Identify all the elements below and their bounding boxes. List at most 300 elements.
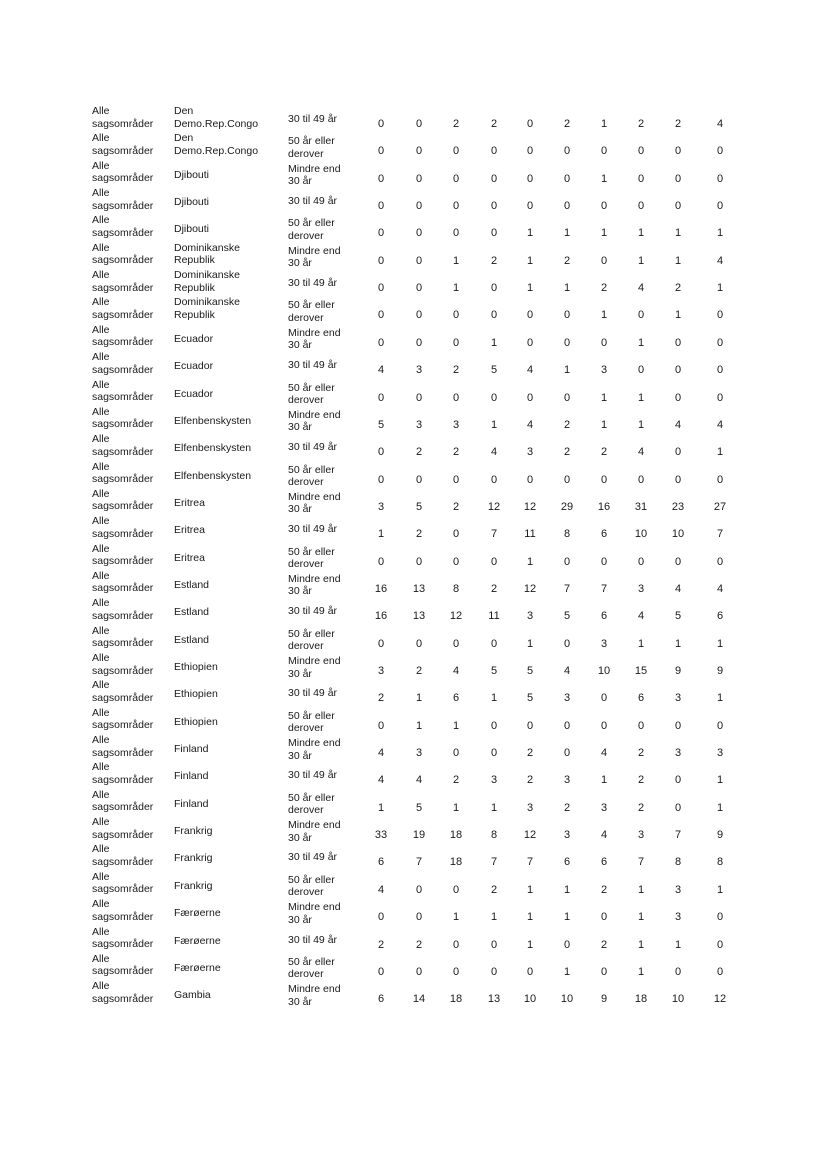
value-cell: 0: [526, 473, 534, 486]
value-cell: 2: [526, 774, 534, 787]
value-cell: 5: [526, 692, 534, 705]
value-cell: 4: [716, 418, 724, 431]
value-cell: 0: [563, 473, 571, 486]
value-cell: 0: [377, 391, 385, 404]
value-cell: 0: [637, 172, 645, 185]
country-cell: Eritrea: [174, 551, 205, 564]
value-cell: 6: [716, 610, 724, 623]
value-cell: 0: [452, 391, 460, 404]
age-group-cell: 30 til 49 år: [288, 523, 338, 536]
country-cell: Frankrig: [174, 879, 213, 892]
value-cell: 2: [563, 254, 571, 267]
age-group-cell: Mindre end 30 år: [288, 490, 341, 516]
value-cell: 1: [600, 227, 608, 240]
value-cell: 0: [637, 200, 645, 213]
value-cell: 2: [600, 446, 608, 459]
country-cell: Estland: [174, 606, 210, 619]
table-row: [0, 734, 828, 761]
value-cell: 0: [452, 747, 460, 760]
value-cell: 1: [637, 418, 645, 431]
value-cell: 4: [716, 254, 724, 267]
value-cell: 4: [377, 747, 385, 760]
value-cell: 1: [716, 692, 724, 705]
value-cell: 1: [563, 911, 571, 924]
case-area-cell: Alle sagsområder: [92, 788, 154, 814]
value-cell: 0: [452, 227, 460, 240]
value-cell: 4: [526, 418, 534, 431]
value-cell: 7: [490, 856, 498, 869]
case-area-cell: Alle sagsområder: [92, 323, 154, 349]
case-area-cell: Alle sagsområder: [92, 296, 154, 321]
value-cell: 1: [600, 172, 608, 185]
value-cell: 6: [452, 692, 460, 705]
value-cell: 0: [377, 227, 385, 240]
country-cell: Færøerne: [174, 934, 221, 947]
value-cell: 0: [716, 473, 724, 486]
age-group-cell: Mindre end 30 år: [288, 819, 341, 844]
value-cell: 0: [637, 364, 645, 377]
table-row: [0, 953, 828, 980]
value-cell: 2: [563, 118, 571, 130]
value-cell: 16: [374, 582, 388, 595]
table-row: [0, 843, 828, 870]
value-cell: 12: [523, 582, 537, 595]
table-row: [0, 132, 828, 159]
value-cell: 0: [377, 309, 385, 322]
value-cell: 1: [490, 911, 498, 924]
value-cell: 1: [674, 254, 682, 267]
value-cell: 1: [637, 391, 645, 404]
country-cell: Dominikanske Republik: [174, 269, 240, 294]
value-cell: 23: [671, 500, 685, 513]
value-cell: 3: [452, 418, 460, 431]
country-cell: Eritrea: [174, 496, 205, 509]
value-cell: 5: [377, 418, 385, 431]
value-cell: 9: [600, 993, 608, 1006]
table-row: [0, 980, 828, 1007]
country-cell: Finland: [174, 797, 209, 810]
value-cell: 0: [674, 774, 682, 787]
value-cell: 3: [600, 637, 608, 650]
age-group-cell: 30 til 49 år: [288, 933, 338, 946]
country-cell: Frankrig: [174, 825, 213, 838]
value-cell: 0: [716, 938, 724, 951]
value-cell: 0: [452, 473, 460, 486]
case-area-cell: Alle sagsområder: [92, 706, 154, 732]
value-cell: 10: [671, 528, 685, 541]
table-row: [0, 296, 828, 323]
value-cell: 0: [526, 719, 534, 732]
value-cell: 0: [600, 911, 608, 924]
value-cell: 3: [415, 747, 423, 760]
value-cell: 2: [452, 500, 460, 513]
age-group-cell: 30 til 49 år: [288, 195, 338, 208]
value-cell: 1: [526, 555, 534, 568]
value-cell: 0: [600, 336, 608, 349]
value-cell: 1: [716, 883, 724, 896]
value-cell: 0: [637, 555, 645, 568]
value-cell: 2: [377, 692, 385, 705]
value-cell: 0: [563, 637, 571, 650]
value-cell: 0: [415, 911, 423, 924]
value-cell: 1: [452, 254, 460, 267]
value-cell: 0: [452, 555, 460, 568]
value-cell: 0: [674, 473, 682, 486]
value-cell: 19: [412, 829, 426, 842]
value-cell: 0: [377, 446, 385, 459]
value-cell: 1: [526, 227, 534, 240]
value-cell: 0: [415, 172, 423, 185]
value-cell: 0: [490, 227, 498, 240]
table-row: [0, 871, 828, 898]
value-cell: 1: [716, 774, 724, 787]
case-area-cell: Alle sagsområder: [92, 569, 154, 595]
case-area-cell: Alle sagsområder: [92, 351, 154, 376]
value-cell: 0: [716, 200, 724, 213]
value-cell: 0: [490, 719, 498, 732]
case-area-cell: Alle sagsområder: [92, 460, 154, 486]
value-cell: 4: [526, 364, 534, 377]
value-cell: 2: [674, 282, 682, 295]
table-row: [0, 761, 828, 788]
value-cell: 0: [490, 555, 498, 568]
value-cell: 0: [526, 391, 534, 404]
value-cell: 0: [674, 200, 682, 213]
value-cell: 0: [637, 145, 645, 158]
value-cell: 3: [674, 747, 682, 760]
age-group-cell: 30 til 49 år: [288, 359, 338, 372]
case-area-cell: Alle sagsområder: [92, 761, 154, 786]
value-cell: 8: [674, 856, 682, 869]
case-area-cell: Alle sagsområder: [92, 870, 154, 896]
value-cell: 0: [377, 282, 385, 295]
value-cell: 4: [637, 610, 645, 623]
country-cell: Frankrig: [174, 852, 213, 865]
value-cell: 0: [377, 145, 385, 158]
case-area-cell: Alle sagsområder: [92, 597, 154, 622]
value-cell: 2: [600, 282, 608, 295]
case-area-cell: Alle sagsområder: [92, 925, 154, 950]
value-cell: 0: [637, 719, 645, 732]
country-cell: Ethiopien: [174, 688, 218, 701]
value-cell: 0: [716, 391, 724, 404]
table-row: [0, 324, 828, 351]
age-group-cell: 30 til 49 år: [288, 769, 338, 782]
value-cell: 4: [600, 829, 608, 842]
value-cell: 2: [490, 582, 498, 595]
value-cell: 0: [415, 965, 423, 978]
value-cell: 5: [415, 500, 423, 513]
value-cell: 1: [600, 774, 608, 787]
value-cell: 0: [490, 309, 498, 322]
value-cell: 0: [716, 719, 724, 732]
value-cell: 3: [600, 364, 608, 377]
value-cell: 1: [490, 692, 498, 705]
value-cell: 2: [415, 446, 423, 459]
value-cell: 4: [452, 665, 460, 677]
value-cell: 10: [560, 993, 574, 1006]
value-cell: 2: [600, 938, 608, 951]
value-cell: 11: [524, 528, 536, 541]
value-cell: 6: [637, 692, 645, 705]
value-cell: 0: [563, 309, 571, 322]
value-cell: 3: [377, 665, 385, 677]
value-cell: 5: [415, 801, 423, 814]
value-cell: 0: [415, 309, 423, 322]
value-cell: 15: [634, 665, 648, 677]
value-cell: 10: [597, 665, 611, 677]
value-cell: 4: [637, 446, 645, 459]
value-cell: 0: [377, 719, 385, 732]
value-cell: 29: [560, 500, 574, 513]
country-cell: Ecuador: [174, 387, 214, 400]
value-cell: 0: [377, 555, 385, 568]
value-cell: 7: [526, 856, 534, 869]
case-area-cell: Alle sagsområder: [92, 980, 154, 1005]
value-cell: 0: [452, 172, 460, 185]
value-cell: 0: [674, 364, 682, 377]
table-row: [0, 269, 828, 296]
age-group-cell: 30 til 49 år: [288, 605, 338, 618]
case-area-cell: Alle sagsområder: [92, 269, 154, 294]
value-cell: 6: [600, 856, 608, 869]
value-cell: 3: [377, 500, 385, 513]
value-cell: 1: [716, 801, 724, 814]
value-cell: 0: [490, 747, 498, 760]
value-cell: 0: [415, 118, 423, 130]
value-cell: 0: [716, 145, 724, 158]
value-cell: 1: [452, 801, 460, 814]
value-cell: 1: [452, 719, 460, 732]
value-cell: 0: [415, 200, 423, 213]
value-cell: 12: [523, 500, 537, 513]
value-cell: 2: [415, 528, 423, 541]
value-cell: 10: [671, 993, 685, 1006]
age-group-cell: 50 år eller derover: [288, 955, 335, 981]
value-cell: 0: [490, 391, 498, 404]
value-cell: 1: [490, 801, 498, 814]
value-cell: 1: [674, 637, 682, 650]
value-cell: 0: [563, 555, 571, 568]
table-row: [0, 652, 828, 679]
value-cell: 0: [490, 473, 498, 486]
value-cell: 0: [674, 801, 682, 814]
case-area-cell: Alle sagsområder: [92, 405, 154, 431]
value-cell: 18: [449, 856, 463, 869]
case-area-cell: Alle sagsområder: [92, 105, 154, 130]
case-area-cell: Alle sagsområder: [92, 679, 154, 704]
value-cell: 0: [674, 719, 682, 732]
value-cell: 1: [526, 637, 534, 650]
value-cell: 3: [674, 883, 682, 896]
value-cell: 0: [563, 336, 571, 349]
value-cell: 2: [490, 254, 498, 267]
value-cell: 1: [600, 418, 608, 431]
value-cell: 33: [374, 829, 388, 842]
value-cell: 0: [452, 637, 460, 650]
country-cell: Dominikanske Republik: [174, 241, 240, 267]
value-cell: 3: [674, 692, 682, 705]
table-row: [0, 789, 828, 816]
value-cell: 0: [377, 911, 385, 924]
value-cell: 0: [563, 145, 571, 158]
value-cell: 0: [716, 965, 724, 978]
case-area-cell: Alle sagsområder: [92, 816, 154, 841]
value-cell: 11: [488, 610, 500, 623]
value-cell: 31: [634, 500, 648, 513]
age-group-cell: Mindre end 30 år: [288, 983, 341, 1008]
value-cell: 0: [526, 200, 534, 213]
value-cell: 13: [412, 610, 426, 623]
age-group-cell: 30 til 49 år: [288, 441, 338, 454]
age-group-cell: 50 år eller derover: [288, 873, 335, 899]
table-row: [0, 379, 828, 406]
age-group-cell: Mindre end 30 år: [288, 244, 341, 270]
value-cell: 16: [597, 500, 611, 513]
value-cell: 5: [490, 665, 498, 677]
country-cell: Ecuador: [174, 360, 214, 373]
age-group-cell: Mindre end 30 år: [288, 901, 341, 926]
value-cell: 4: [600, 747, 608, 760]
value-cell: 0: [600, 200, 608, 213]
age-group-cell: 30 til 49 år: [288, 851, 338, 864]
value-cell: 1: [563, 282, 571, 295]
value-cell: 1: [563, 965, 571, 978]
value-cell: 4: [377, 774, 385, 787]
value-cell: 1: [637, 637, 645, 650]
value-cell: 1: [674, 938, 682, 951]
value-cell: 0: [415, 336, 423, 349]
case-area-cell: Alle sagsområder: [92, 734, 154, 759]
table-row: [0, 515, 828, 542]
value-cell: 3: [526, 446, 534, 459]
case-area-cell: Alle sagsområder: [92, 624, 154, 650]
value-cell: 0: [452, 965, 460, 978]
value-cell: 3: [716, 747, 724, 760]
value-cell: 0: [490, 938, 498, 951]
value-cell: 4: [563, 665, 571, 677]
value-cell: 6: [600, 528, 608, 541]
value-cell: 0: [490, 282, 498, 295]
value-cell: 4: [674, 582, 682, 595]
value-cell: 0: [415, 637, 423, 650]
value-cell: 0: [377, 200, 385, 213]
value-cell: 0: [600, 254, 608, 267]
value-cell: 5: [674, 610, 682, 623]
case-area-cell: Alle sagsområder: [92, 132, 154, 157]
value-cell: 4: [377, 364, 385, 377]
value-cell: 7: [490, 528, 498, 541]
value-cell: 2: [452, 446, 460, 459]
value-cell: 0: [490, 145, 498, 158]
age-group-cell: Mindre end 30 år: [288, 408, 341, 434]
value-cell: 7: [716, 528, 724, 541]
country-cell: Estland: [174, 578, 210, 591]
table-row: [0, 433, 828, 460]
value-cell: 0: [563, 200, 571, 213]
value-cell: 6: [377, 993, 385, 1006]
value-cell: 4: [415, 774, 423, 787]
case-area-cell: Alle sagsområder: [92, 214, 154, 239]
value-cell: 7: [637, 856, 645, 869]
value-cell: 0: [674, 965, 682, 978]
value-cell: 13: [412, 582, 426, 595]
age-group-cell: 50 år eller derover: [288, 217, 335, 242]
value-cell: 1: [526, 883, 534, 896]
value-cell: 3: [563, 774, 571, 787]
value-cell: 2: [415, 665, 423, 677]
age-group-cell: 50 år eller derover: [288, 381, 335, 406]
value-cell: 1: [637, 965, 645, 978]
value-cell: 1: [563, 364, 571, 377]
value-cell: 2: [526, 747, 534, 760]
value-cell: 6: [563, 856, 571, 869]
value-cell: 0: [415, 227, 423, 240]
value-cell: 2: [637, 774, 645, 787]
value-cell: 2: [674, 118, 682, 130]
value-cell: 2: [563, 418, 571, 431]
value-cell: 8: [452, 582, 460, 595]
value-cell: 10: [523, 993, 537, 1006]
value-cell: 3: [526, 801, 534, 814]
value-cell: 0: [563, 719, 571, 732]
case-area-cell: Alle sagsområder: [92, 542, 154, 568]
value-cell: 0: [526, 965, 534, 978]
value-cell: 1: [716, 227, 724, 240]
value-cell: 0: [415, 282, 423, 295]
value-cell: 1: [600, 118, 608, 130]
country-cell: Elfenbenskysten: [174, 469, 252, 482]
value-cell: 2: [563, 801, 571, 814]
age-group-cell: Mindre end 30 år: [288, 572, 341, 598]
value-cell: 0: [415, 254, 423, 267]
value-cell: 2: [377, 938, 385, 951]
age-group-cell: Mindre end 30 år: [288, 655, 341, 680]
value-cell: 5: [490, 364, 498, 377]
age-group-cell: Mindre end 30 år: [288, 326, 341, 352]
case-area-cell: Alle sagsområder: [92, 187, 154, 212]
value-cell: 1: [490, 336, 498, 349]
value-cell: 3: [637, 829, 645, 842]
value-cell: 0: [716, 555, 724, 568]
value-cell: 2: [637, 747, 645, 760]
value-cell: 0: [452, 938, 460, 951]
value-cell: 2: [452, 774, 460, 787]
value-cell: 0: [600, 965, 608, 978]
age-group-cell: 50 år eller derover: [288, 299, 335, 324]
value-cell: 1: [452, 911, 460, 924]
value-cell: 8: [563, 528, 571, 541]
value-cell: 0: [526, 172, 534, 185]
country-cell: Finland: [174, 770, 209, 783]
value-cell: 7: [600, 582, 608, 595]
country-cell: Djibouti: [174, 196, 210, 209]
value-cell: 0: [452, 528, 460, 541]
value-cell: 0: [563, 747, 571, 760]
value-cell: 2: [637, 118, 645, 130]
value-cell: 0: [490, 637, 498, 650]
value-cell: 1: [674, 309, 682, 322]
table-row: [0, 214, 828, 241]
value-cell: 8: [490, 829, 498, 842]
value-cell: 0: [674, 391, 682, 404]
table-row: [0, 242, 828, 269]
value-cell: 12: [523, 829, 537, 842]
country-cell: Den Demo.Rep.Congo: [174, 105, 259, 130]
value-cell: 0: [674, 172, 682, 185]
case-area-cell: Alle sagsområder: [92, 898, 154, 923]
value-cell: 0: [674, 555, 682, 568]
